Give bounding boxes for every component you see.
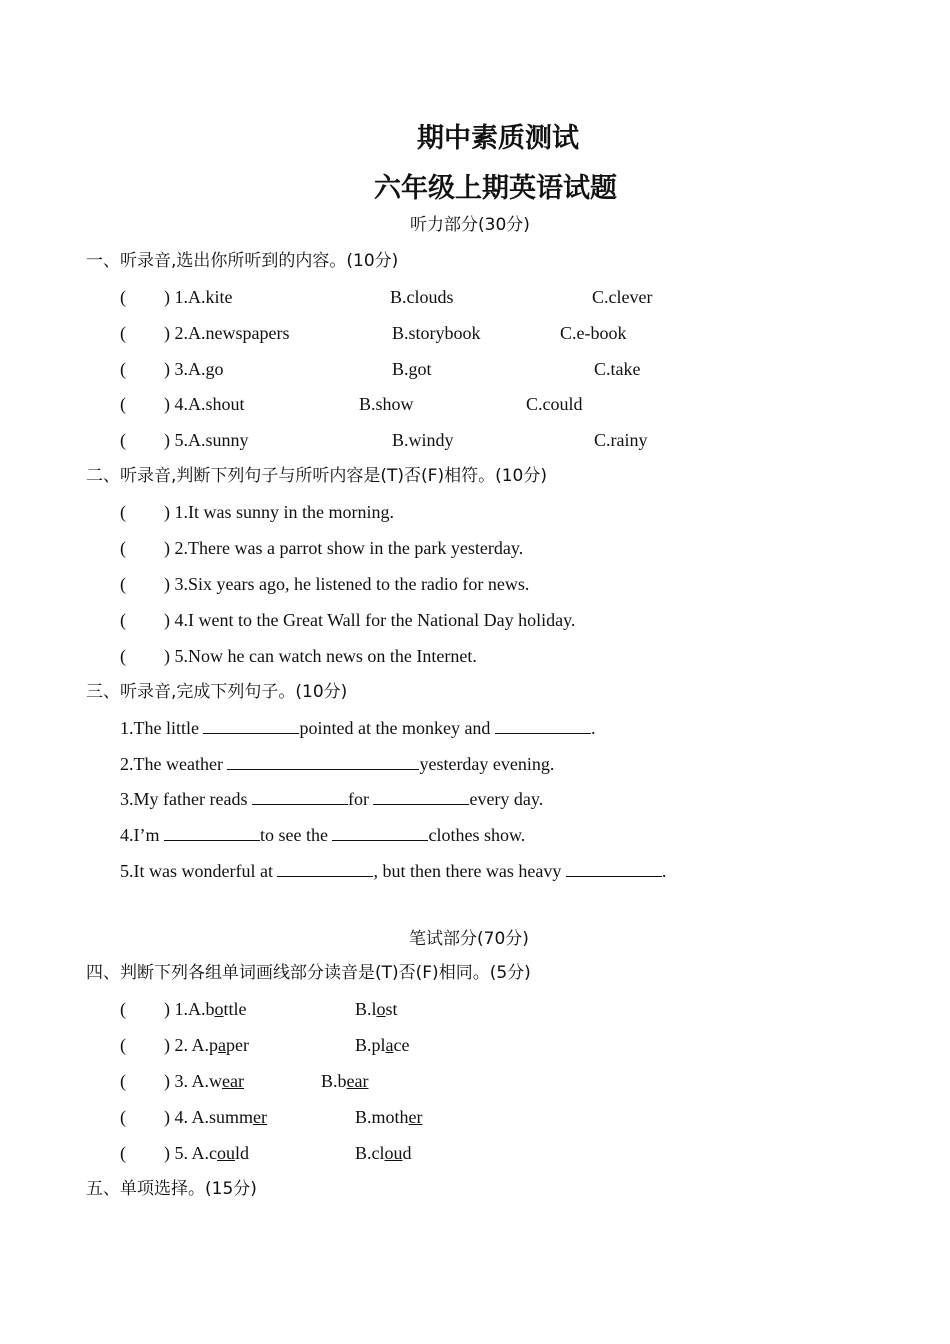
s3-sentence-3	[120, 788, 543, 810]
sentence-text: 3.My father reads	[120, 789, 252, 809]
answer-blank[interactable]	[227, 753, 419, 770]
sentence-text: .	[661, 861, 667, 881]
answer-blank[interactable]	[277, 860, 373, 877]
option-b: B.show	[359, 394, 414, 414]
answer-paren: (	[120, 502, 126, 522]
word-a: ) 4. A.summer	[164, 1107, 268, 1127]
sentence-text: pointed at the monkey and	[299, 718, 495, 738]
option-b: B.clouds	[390, 287, 454, 307]
word-b: B.cloud	[355, 1143, 412, 1163]
answer-paren: (	[120, 574, 126, 594]
sentence-text: 5.It was wonderful at	[120, 861, 278, 881]
option-c: C.e-book	[560, 323, 627, 343]
answer-paren: (	[120, 359, 126, 379]
option-a: ) 2.A.newspapers	[164, 323, 290, 343]
option-a: ) 1.A.kite	[164, 287, 233, 307]
answer-blank[interactable]	[332, 824, 428, 841]
answer-blank[interactable]	[495, 717, 591, 734]
answer-paren: (	[120, 999, 126, 1019]
s2-statement-3: ) 3.Six years ago, he listened to the radio for news.	[164, 574, 530, 594]
answer-paren: (	[120, 287, 126, 307]
answer-paren: (	[120, 610, 126, 630]
exam-subtitle: 六年级上期英语试题	[374, 173, 617, 204]
sentence-text: , but then there was heavy	[373, 861, 566, 881]
option-b: B.got	[392, 359, 432, 379]
sentence-text: every day.	[469, 789, 544, 809]
answer-paren: (	[120, 394, 126, 414]
answer-paren: (	[120, 538, 126, 558]
word-b: B.bear	[321, 1071, 369, 1091]
section2-heading: 二、听录音,判断下列句子与所听内容是(T)否(F)相符。(10分)	[86, 466, 547, 486]
word-a: ) 2. A.paper	[164, 1035, 249, 1055]
s2-statement-4: ) 4.I went to the Great Wall for the National Day holiday.	[164, 610, 576, 630]
option-a: ) 4.A.shout	[164, 394, 245, 414]
option-b: B.windy	[392, 430, 454, 450]
option-a: ) 3.A.go	[164, 359, 224, 379]
sentence-text: for	[347, 789, 374, 809]
answer-blank[interactable]	[252, 788, 348, 805]
option-c: C.take	[594, 359, 641, 379]
section1-heading: 一、听录音,选出你所听到的内容。(10分)	[86, 251, 399, 271]
section3-heading: 三、听录音,完成下列句子。(10分)	[86, 682, 348, 702]
s3-sentence-2	[120, 753, 554, 775]
sentence-text: .	[590, 718, 596, 738]
s3-sentence-4	[120, 824, 525, 846]
sentence-text: 2.The weather	[120, 754, 228, 774]
s3-sentence-5	[120, 860, 666, 882]
exam-title: 期中素质测试	[417, 123, 579, 154]
option-c: C.rainy	[594, 430, 648, 450]
section5-heading: 五、单项选择。(15分)	[86, 1179, 257, 1199]
s2-statement-1: ) 1.It was sunny in the morning.	[164, 502, 394, 522]
answer-paren: (	[120, 430, 126, 450]
answer-paren: (	[120, 1035, 126, 1055]
sentence-text: yesterday evening.	[419, 754, 555, 774]
answer-blank[interactable]	[203, 717, 299, 734]
sentence-text: 1.The little	[120, 718, 204, 738]
answer-paren: (	[120, 1107, 126, 1127]
word-b: B.mother	[355, 1107, 423, 1127]
word-a: ) 5. A.could	[164, 1143, 250, 1163]
sentence-text: clothes show.	[428, 825, 526, 845]
answer-paren: (	[120, 1143, 126, 1163]
sentence-text: 4.I’m	[120, 825, 164, 845]
option-c: C.could	[526, 394, 583, 414]
writing-header: 笔试部分(70分)	[409, 929, 529, 949]
listening-header: 听力部分(30分)	[410, 215, 530, 235]
section4-heading: 四、判断下列各组单词画线部分读音是(T)否(F)相同。(5分)	[86, 963, 531, 983]
s2-statement-5: ) 5.Now he can watch news on the Internet.	[164, 646, 477, 666]
option-b: B.storybook	[392, 323, 481, 343]
s3-sentence-1	[120, 717, 595, 739]
s2-statement-2: ) 2.There was a parrot show in the park yesterday.	[164, 538, 524, 558]
answer-paren: (	[120, 1071, 126, 1091]
answer-blank[interactable]	[373, 788, 469, 805]
answer-paren: (	[120, 646, 126, 666]
word-a: ) 3. A.wear	[164, 1071, 244, 1091]
option-c: C.clever	[592, 287, 653, 307]
option-a: ) 5.A.sunny	[164, 430, 249, 450]
word-b: B.lost	[355, 999, 398, 1019]
word-a: ) 1.A.bottle	[164, 999, 247, 1019]
answer-paren: (	[120, 323, 126, 343]
answer-blank[interactable]	[566, 860, 662, 877]
word-b: B.place	[355, 1035, 410, 1055]
sentence-text: to see the	[260, 825, 333, 845]
answer-blank[interactable]	[164, 824, 260, 841]
